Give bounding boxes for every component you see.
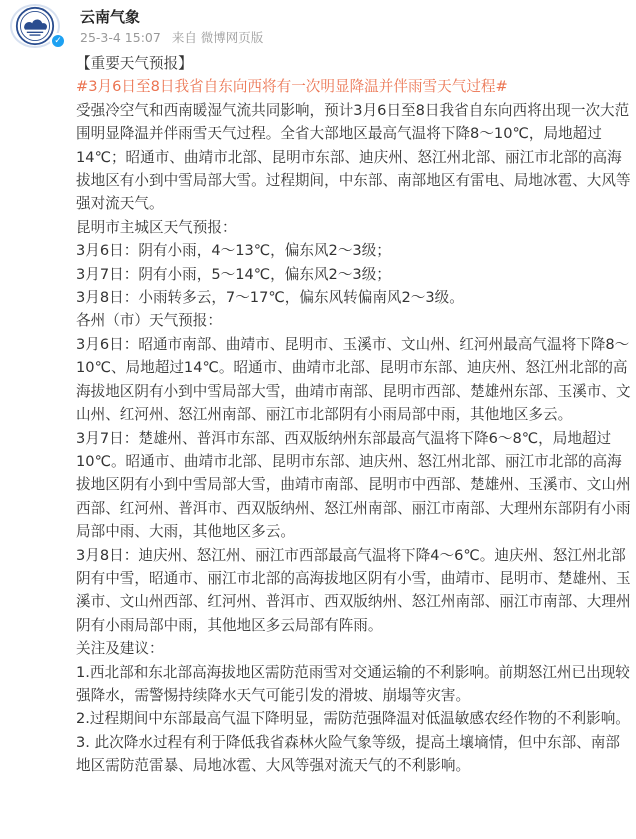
intro-paragraph: 受强冷空气和西南暖湿气流共同影响，预计3月6日至8日我省自东向西将出现一次大范围明显降温并伴雨雪天气过程。全省大部地区最高气温将下降8～10℃，局地超过14℃；昭通市、曲靖市北部、昆明市东部、迪庆州、怒江州北部、丽江市北部的高海拔地区有小到中雪局部大雪。过程期间，中东部、南部地区有雷电、局地冰雹、大风等强对流天气。 (76, 101, 631, 213)
advice-title: 关注及建议： (76, 640, 164, 658)
advice-item: 3. 此次降水过程有利于降低我省森林火险气象等级，提高土壤墒情，但中东部、南部地区需防范雷暴、局地冰雹、大风等强对流天气的不利影响。 (76, 733, 620, 775)
advice-item: 2.过程期间中东部最高气温下降明显，需防范强降温对低温敏感农经作物的不利影响。 (76, 710, 630, 728)
post-time[interactable]: 25-3-4 15:07 (80, 30, 161, 45)
post-meta (80, 28, 270, 46)
topic-hashtag[interactable]: #3月6日至8日我省自东向西将有一次明显降温并伴雨雪天气过程# (76, 78, 508, 96)
prefecture-day: 3月7日：楚雄州、普洱市东部、西双版纳州东部最高气温将下降6～8℃，局地超过10℃。昭通市、曲靖市北部、昆明市东部、迪庆州、怒江州北部、丽江市北部的高海拔地区阴有小到中雪局部大雪，曲靖市南部、昆明市中西部、楚雄州、玉溪市、文山州西部、红河州、普洱市、西双版纳州、怒江州南部、丽江市南部、大理州东部阴有小雨局部中雨、大雨，其他地区多云。 (76, 429, 631, 541)
post-source: 来自 微博网页版 (171, 30, 264, 45)
post-content (76, 52, 632, 778)
author-name[interactable]: 云南气象 (80, 8, 141, 26)
tag-line: 【重要天气预报】 (76, 55, 193, 72)
prefecture-day: 3月6日：昭通市南部、曲靖市、昆明市、玉溪市、文山州、红河州最高气温将下降8～10℃、局地超过14℃。昭通市、曲靖市北部、昆明市东部、迪庆州、怒江州北部的高海拔地区阴有小到中雪局部大雪，曲靖市南部、昆明市西部、楚雄州东部、玉溪市、文山州、红河州、怒江州南部、丽江市北部阴有小雨局部中雨，其他地区多云。 (76, 335, 631, 424)
kunming-title: 昆明市主城区天气预报： (76, 218, 237, 236)
kunming-day: 3月7日：阴有小雨，5～14℃，偏东风2～3级； (76, 265, 391, 283)
prefecture-day: 3月8日：迪庆州、怒江州、丽江市西部最高气温将下降4～6℃。迪庆州、怒江州北部阴有中雪，昭通市、丽江市北部的高海拔地区阴有小雪，曲靖市、昆明市、楚雄州、玉溪市、文山州西部、红河州、普洱市、西双版纳州、怒江州南部、丽江市南部、大理州阴有小雨局部中雨，其他地区多云局部有阵雨。 (76, 546, 631, 634)
advice-item: 1.西北部和东北部高海拔地区需防范雨雪对交通运输的不利影响。前期怒江州已出现较强降水，需警惕持续降水天气可能引发的滑坡、崩塌等灾害。 (76, 663, 630, 704)
kunming-day: 3月8日：小雨转多云，7～17℃，偏东风转偏南风2～3级。 (76, 289, 464, 307)
verified-badge-icon: ✓ (50, 33, 66, 49)
post-header (0, 0, 636, 52)
prefecture-title: 各州（市）天气预报： (76, 312, 222, 330)
kunming-day: 3月6日：阴有小雨，4～13℃，偏东风2～3级； (76, 242, 391, 260)
